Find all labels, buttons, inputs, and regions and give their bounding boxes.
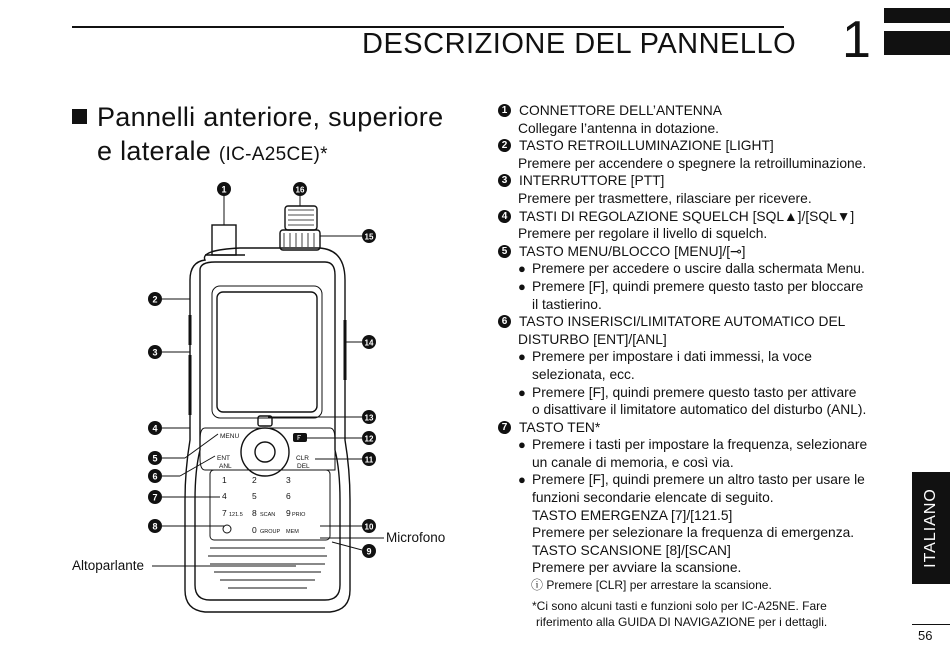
scan-note: ⓘ Premere [CLR] per arrestare la scansione. xyxy=(531,578,772,593)
svg-text:5: 5 xyxy=(152,453,158,464)
key-9: 9 xyxy=(286,508,291,518)
display-screen xyxy=(217,292,317,412)
svg-text:16: 16 xyxy=(295,185,305,195)
item-5: 5 TASTO MENU/BLOCCO [MENU]/[⊸] ● Premere per accedere o uscire dalla schermata Menu. ● Premere [F], quindi premere questo tasto per bloccare il tastierino. xyxy=(498,243,888,313)
section-square-icon xyxy=(72,109,87,124)
page-number: 56 xyxy=(918,628,933,643)
language-tab: ITALIANO xyxy=(912,472,950,584)
key-0: 0 xyxy=(252,525,257,535)
description-list xyxy=(498,102,888,630)
label-microphone: Microfono xyxy=(386,530,446,545)
callout-2 xyxy=(148,292,162,306)
item-6: 6 TASTO INSERISCI/LIMITATORE AUTOMATICO DEL DISTURBO [ENT]/[ANL] ● Premere per impostare i dati immessi, la voce selezionata, ecc. ● Premere [F], quindi premere questo tasto per attivare o disattivare il limitatore automatico del disturbo (ANL). xyxy=(498,313,888,419)
svg-text:MEM: MEM xyxy=(286,529,299,535)
callout-5 xyxy=(148,451,162,465)
callouts xyxy=(148,182,376,558)
callout-16 xyxy=(293,182,307,196)
radio-body xyxy=(185,248,350,612)
callout-9 xyxy=(362,544,376,558)
callout-12 xyxy=(362,431,376,445)
callout-14 xyxy=(362,335,376,349)
svg-text:7: 7 xyxy=(152,492,158,503)
info-icon: ⓘ xyxy=(531,578,547,593)
chapter-bar-bottom xyxy=(884,31,950,55)
callout-4 xyxy=(148,421,162,435)
chapter-bar-top xyxy=(884,8,950,23)
svg-text:4: 4 xyxy=(152,423,158,434)
svg-text:12: 12 xyxy=(364,434,374,444)
svg-text:15: 15 xyxy=(364,232,374,242)
callout-15 xyxy=(362,229,376,243)
callout-6 xyxy=(148,469,162,483)
page-number-rule xyxy=(912,624,950,625)
key-8: 8 xyxy=(252,508,257,518)
page-title: DESCRIZIONE DEL PANNELLO xyxy=(362,28,797,60)
key-5: 5 xyxy=(252,491,257,501)
key-6: 6 xyxy=(286,491,291,501)
svg-text:1: 1 xyxy=(221,184,227,195)
svg-text:6: 6 xyxy=(152,471,158,482)
item-2: 2 TASTO RETROILLUMINAZIONE [LIGHT] Premere per accendere o spegnere la retroilluminazione. xyxy=(498,137,888,172)
section-title: Pannelli anteriore, superiore e laterale (IC-A25CE)* xyxy=(72,100,443,172)
item-3: 3 INTERRUTTORE [PTT] Premere per trasmettere, rilasciare per ricevere. xyxy=(498,172,888,207)
svg-text:9: 9 xyxy=(366,546,372,557)
key-7: 7 xyxy=(222,508,227,518)
callout-7 xyxy=(148,490,162,504)
key-menu: MENU xyxy=(220,433,240,440)
svg-text:13: 13 xyxy=(364,413,374,423)
svg-text:10: 10 xyxy=(364,522,374,532)
key-del: DEL xyxy=(297,463,310,470)
callout-8 xyxy=(148,519,162,533)
key-2: 2 xyxy=(252,475,257,485)
svg-text:3: 3 xyxy=(152,347,158,358)
callout-1 xyxy=(217,182,231,196)
key-anl: ANL xyxy=(219,463,232,470)
dpad xyxy=(241,428,289,476)
callout-13 xyxy=(362,410,376,424)
item-7: 7 TASTO TEN* ● Premere i tasti per impostare la frequenza, selezionare un canale di memoria, e così via. ● Premere [F], quindi premere un altro tasto per usare le funzioni secondarie elencate di seguito. TASTO EMERGENZA [7]/[121.5] Premere per selezionare la frequenza di emergenza. TASTO SCANSIONE [8]/[SCAN] Premere per avviare la scansione. ⓘ Premere [CLR] per arrestare la scansione. xyxy=(498,419,888,595)
callout-3 xyxy=(148,345,162,359)
speaker-grille xyxy=(208,548,327,588)
key-1: 1 xyxy=(222,475,227,485)
svg-text:SCAN: SCAN xyxy=(260,512,276,518)
item-1: 1 CONNETTORE DELL’ANTENNA Collegare l’antenna in dotazione. xyxy=(498,102,888,137)
chapter-number: 1 xyxy=(842,11,871,69)
svg-text:14: 14 xyxy=(364,338,374,348)
footnote-line1: *Ci sono alcuni tasti e funzioni solo per IC-A25NE. Fare xyxy=(532,598,827,613)
svg-text:8: 8 xyxy=(152,521,158,532)
svg-text:PRIO: PRIO xyxy=(292,512,306,518)
label-speaker: Altoparlante xyxy=(72,558,145,573)
item-4: 4 TASTI DI REGOLAZIONE SQUELCH [SQL▲]/[SQL▼] Premere per regolare il livello di squelch. xyxy=(498,208,888,243)
key-4: 4 xyxy=(222,491,227,501)
key-3: 3 xyxy=(286,475,291,485)
svg-text:2: 2 xyxy=(152,294,158,305)
svg-text:GROUP: GROUP xyxy=(260,529,281,535)
key-ent: ENT xyxy=(217,455,230,462)
key-f: F xyxy=(297,435,302,442)
footnote-line2: riferimento alla GUIDA DI NAVIGAZIONE per i dettagli. xyxy=(536,614,828,629)
callout-10 xyxy=(362,519,376,533)
key-clr: CLR xyxy=(296,455,310,462)
svg-text:121.5: 121.5 xyxy=(229,512,243,518)
svg-text:11: 11 xyxy=(364,455,374,465)
callout-11 xyxy=(362,452,376,466)
radio-figure xyxy=(0,170,470,630)
